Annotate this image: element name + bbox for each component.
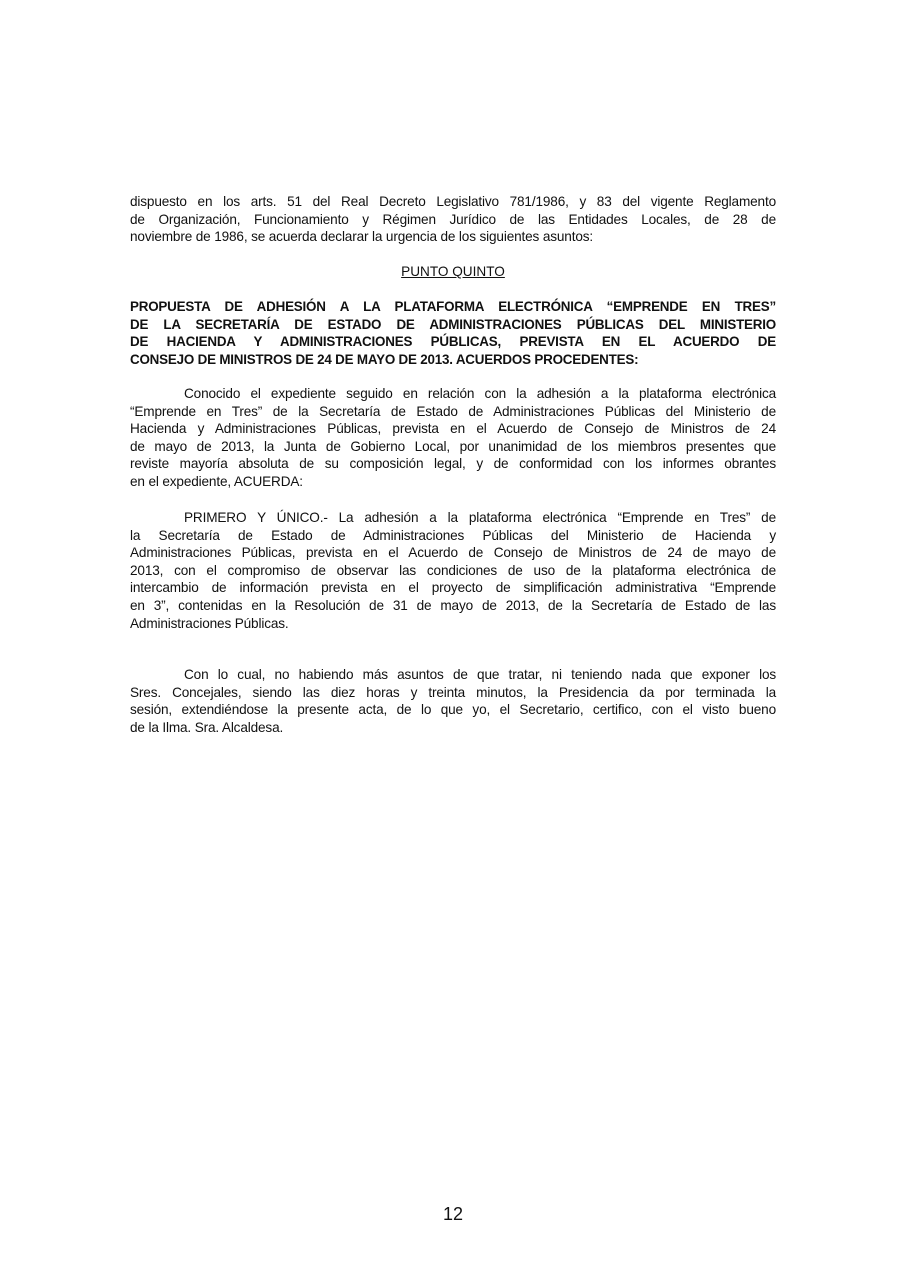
text-line: intercambio de información prevista en el proyecto de simplificación administrativa “Emprende <box>130 580 776 596</box>
text-line: en el expediente, ACUERDA: <box>130 473 303 489</box>
heading-line: CONSEJO DE MINISTROS DE 24 DE MAYO DE 2013. ACUERDOS PROCEDENTES: <box>130 351 639 367</box>
text-line: de la Ilma. Sra. Alcaldesa. <box>130 719 284 735</box>
text-line: Hacienda y Administraciones Públicas, prevista en el Acuerdo de Consejo de Ministros de 24 <box>130 421 776 437</box>
heading-line: DE HACIENDA Y ADMINISTRACIONES PÚBLICAS, PREVISTA EN EL ACUERDO DE <box>130 334 776 350</box>
text-line: Con lo cual, no habiendo más asuntos de que tratar, ni teniendo nada que exponer los <box>184 667 776 682</box>
text-line: sesión, extendiéndose la presente acta, de lo que yo, el Secretario, certifico, con el visto bueno <box>130 702 776 718</box>
closing-paragraph <box>130 666 776 736</box>
text-line: en 3”, contenidas en la Resolución de 31 de mayo de 2013, de la Secretaría de Estado de las <box>130 597 776 613</box>
section-title-text: PUNTO QUINTO <box>401 264 505 279</box>
primero-paragraph <box>130 509 776 632</box>
heading-line: PROPUESTA DE ADHESIÓN A LA PLATAFORMA ELECTRÓNICA “EMPRENDE EN TRES” <box>130 299 776 314</box>
text-line: Administraciones Públicas. <box>130 615 289 631</box>
text-line: noviembre de 1986, se acuerda declarar la urgencia de los siguientes asuntos: <box>130 229 594 245</box>
text-line: de mayo de 2013, la Junta de Gobierno Local, por unanimidad de los miembros presentes que <box>130 438 776 454</box>
text-line: dispuesto en los arts. 51 del Real Decreto Legislativo 781/1986, y 83 del vigente Reglamento <box>130 194 776 209</box>
text-line: Administraciones Públicas, prevista en el Acuerdo de Consejo de Ministros de 24 de mayo de <box>130 545 776 561</box>
text-line: la Secretaría de Estado de Administraciones Públicas del Ministerio de Hacienda y <box>130 527 776 543</box>
text-line: Sres. Concejales, siendo las diez horas y treinta minutos, la Presidencia da por terminada la <box>130 684 776 700</box>
text-line: PRIMERO Y ÚNICO.- La adhesión a la plataforma electrónica “Emprende en Tres” de <box>184 510 776 525</box>
text-line: “Emprende en Tres” de la Secretaría de Estado de Administraciones Públicas del Ministerio de <box>130 403 776 419</box>
text-line: Conocido el expediente seguido en relación con la adhesión a la plataforma electrónica <box>184 386 776 401</box>
text-line: reviste mayoría absoluta de su composición legal, y de conformidad con los informes obrantes <box>130 456 776 472</box>
section-title <box>130 264 776 279</box>
proposal-heading <box>130 298 776 368</box>
heading-line: DE LA SECRETARÍA DE ESTADO DE ADMINISTRACIONES PÚBLICAS DEL MINISTERIO <box>130 316 776 332</box>
text-line: 2013, con el compromiso de observar las condiciones de uso de la plataforma electrónica de <box>130 562 776 578</box>
page-number: 12 <box>442 1204 464 1224</box>
intro-paragraph <box>130 193 776 246</box>
text-line: de Organización, Funcionamiento y Régimen Jurídico de las Entidades Locales, de 28 de <box>130 211 776 227</box>
conocido-paragraph <box>130 385 776 491</box>
